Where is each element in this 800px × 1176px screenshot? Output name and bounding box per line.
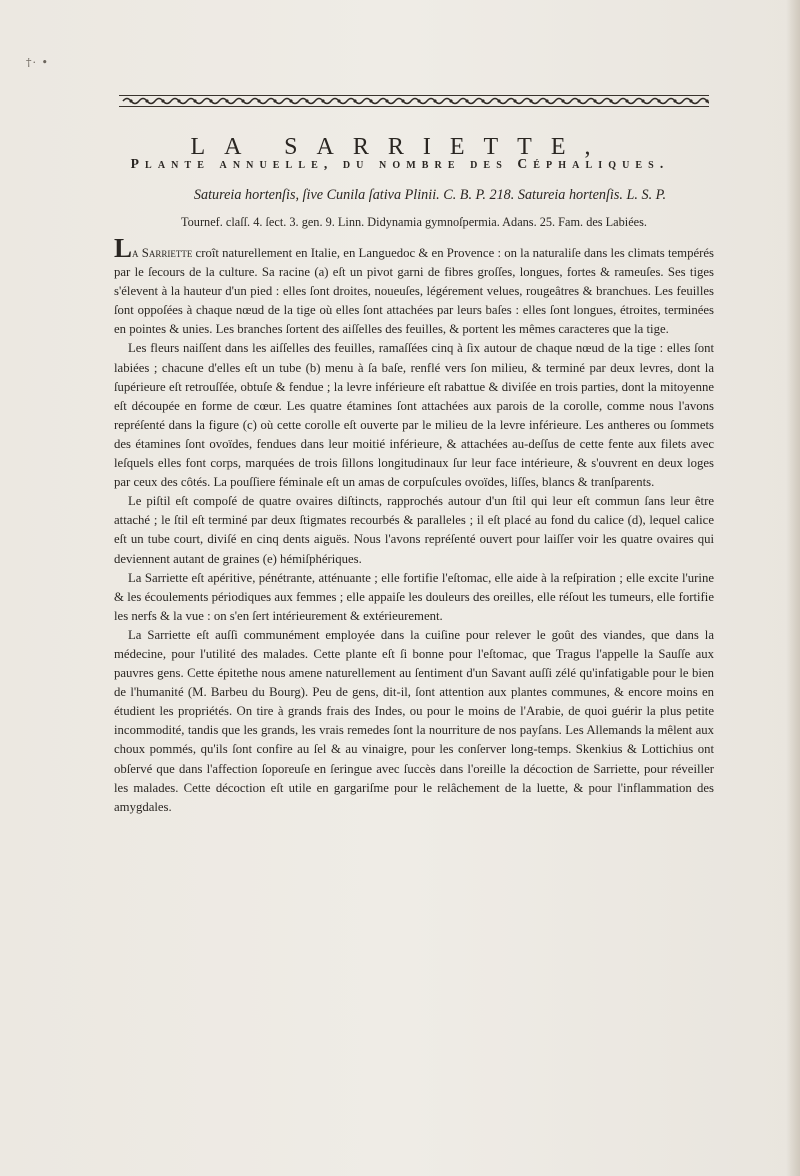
paragraph-text: croît naturellement en Italie, en Languedoc & en Provence : on la naturaliſe dans les climats tempérés par le ſecours de la culture. Sa racine (a) eſt un pivot garni de fibres groſſes, longues, fortes & rameuſes. Ses tiges s'élevent à la hauteur d'un pied : elles ſont droites, noueuſes, légérement velues, rougeâtres & branchues. Les feuilles ſont oppoſées à chaque nœud de la tige où elles ſont attachées par leurs baſes : elles ſont longues, étroites, terminées en pointes & unies. Les branches ſortent des aiſſelles des feuilles, & portent les mêmes caracteres que la tige. bbox=[114, 246, 714, 337]
paragraph: Les fleurs naiſſent dans les aiſſelles des feuilles, ramaſſées cinq à ſix autour de chaque nœud de la tige : elles ſont labiées ; chacune d'elles eſt un tube (b) menu à ſa baſe, renflé vers ſon milieu, & terminé par deux levres, dont la ſupérieure eſt retrouſſée, obtuſe & fendue ; la levre inférieure eſt rabattue & diviſée en trois parties, dont la mitoyenne eſt découpée en forme de cœur. Les quatre étamines ſont attachées aux parois de la corolle, comme nous l'avons repréſenté dans la figure (c) où cette corolle eſt ouverte par le milieu de la levre inférieure. Les antheres ou ſommets des étamines ſont ovoïdes, fendues dans leur moitié inférieure, & attachées au-deſſus de cette fente aux filets avec leſquels elles font corps, marquées de trois ſillons longitudinaux ſur leur face intérieure, & s'ouvrent en deux loges par ceux des côtés. La pouſſiere féminale eſt un amas de corpuſcules ovoïdes, liſſes, blancs & tranſparents. bbox=[114, 341, 714, 490]
decorative-border-ornament bbox=[119, 94, 709, 108]
paragraph bbox=[114, 233, 714, 339]
page-subtitle: Plante annuelle, du nombre des Céphaliques. bbox=[130, 156, 670, 171]
paragraph: La Sarriette eſt apéritive, pénétrante, atténuante ; elle fortifie l'eſtomac, elle aide à la reſpiration ; elle excite l'urine & les écoulements périodiques aux femmes ; elle appaiſe les douleurs des oreilles, elle réſout les tumeurs, elle fortifie les nerfs & la vue : on s'en ſert intérieurement & extérieurement. bbox=[114, 570, 714, 623]
paragraph-lead: a Sarriette bbox=[132, 246, 193, 260]
paragraph: Le piſtil eſt compoſé de quatre ovaires diſtincts, rapprochés autour d'un ſtil qui leur eſt commun ſans leur être attaché ; le ſtil eſt terminé par deux ſtigmates recourbés & paralleles ; il eſt placé au fond du calice (d), lequel calice eſt un tube court, diviſé en cinq dents aiguës. Nous l'avons repréſenté ouvert pour laiſſer voir les quatre ovaires qui deviennent autant de graines (e) hémiſphériques. bbox=[114, 494, 714, 566]
botanical-classification: Tournef. claſſ. 4. ſect. 3. gen. 9. Linn. Didynamia gymnoſpermia. Adans. 25. Fam. des Labiées. bbox=[181, 215, 647, 229]
botanical-synonyms: Satureia hortenſis, ſive Cunila ſativa Plinii. C. B. P. 218. Satureia hortenſis. L. S. P. bbox=[193, 187, 667, 203]
drop-cap: L bbox=[114, 233, 133, 263]
body-text bbox=[114, 233, 714, 817]
page-title: LA SARRIETTE, bbox=[190, 134, 610, 161]
margin-mark: †· • bbox=[26, 56, 49, 69]
page-edge-shadow bbox=[786, 0, 800, 1176]
paragraph: La Sarriette eſt auſſi communément employée dans la cuiſine pour relever le goût des viandes, que dans la médecine, pour l'utilité des malades. Cette plante eſt ſi bonne pour l'eſtomac, que Tragus l'appelle la Sauſſe aux pauvres gens. Cette épitethe nous amene naturellement au ſentiment d'un Savant auſſi zélé qu'infatigable pour le bien de l'humanité (M. Barbeu du Bourg). Peu de gens, dit-il, ſont attention aux plantes communes, & encore moins en étudient les propriétés. On tire à grands frais des Indes, ou pour le moins de l'Arabie, de quoi guérir la plus petite incommodité, tandis que les grands, les vrais remedes ſont la nourriture de nos payſans. Les Allemands la mêlent aux choux pommés, qu'ils ſont confire au ſel & au vinaigre, pour les conſerver long-temps. Skenkius & Lottichius ont obſervé que dans l'affection ſoporeuſe en ſeringue avec ſuccès dans l'oreille la décoction de Sarriette, pour réveiller les malades. Cette décoction eſt utile en gargariſme pour le relâchement de la luette, & pour l'inflammation des amygdales. bbox=[114, 627, 714, 814]
